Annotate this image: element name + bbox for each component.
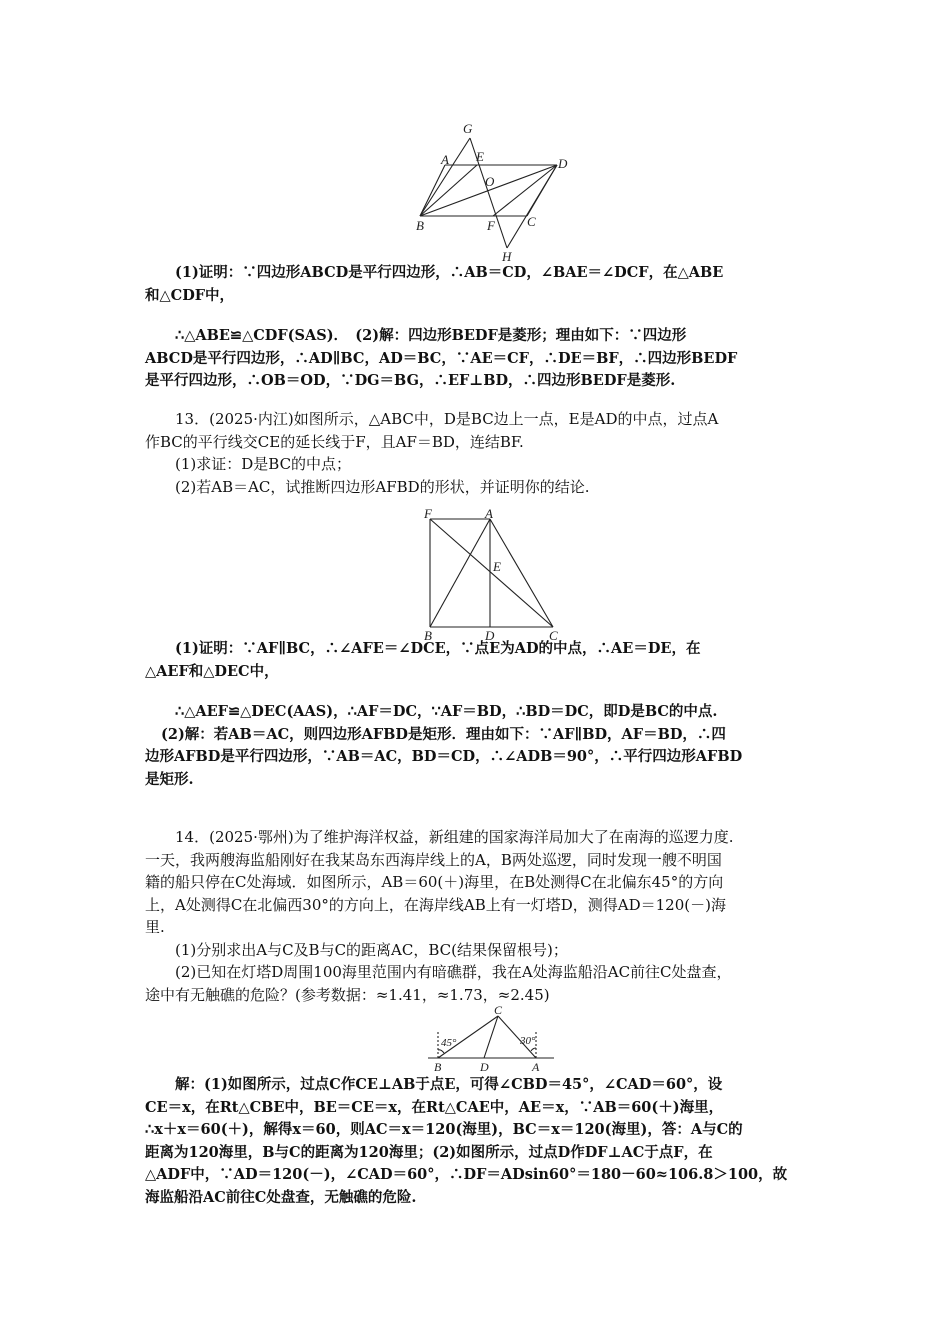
sol13-line: 边形AFBD是平行四边形，∵AB＝AC，BD＝CD，∴∠ADB＝90°，∴平行四边形AFBD <box>145 748 743 765</box>
label-b: B <box>424 628 432 643</box>
angle-arc-a <box>531 1048 536 1051</box>
q13-line: (2)若AB＝AC，试推断四边形AFBD的形状，并证明你的结论. <box>175 477 590 496</box>
label-g: G <box>463 121 473 136</box>
seg-dc <box>484 1016 498 1058</box>
sol13-line: ∴△AEF≌△DEC(AAS)，∴AF＝DC，∵AF＝BD，∴BD＝DC，即D是BC的中点. <box>175 703 718 720</box>
question-13 <box>145 408 810 498</box>
label-o: O <box>485 174 495 189</box>
label-30deg: 30° <box>520 1035 536 1047</box>
solution-13 <box>145 638 810 791</box>
q13-line: (1)求证：D是BC的中点； <box>175 455 352 473</box>
label-b: B <box>416 218 424 233</box>
label-c: C <box>549 628 558 643</box>
label-a: A <box>441 152 449 167</box>
angle-arc-b <box>438 1050 444 1053</box>
sol12-line: 是平行四边形，∴OB＝OD，∵DG＝BG，∴EF⊥BD，∴四边形BEDF是菱形. <box>145 372 676 389</box>
label-e: E <box>476 149 484 164</box>
seg-ab <box>430 519 490 627</box>
label-d: D <box>558 156 568 171</box>
sol14-line: △ADF中，∵AD＝120(－)，∠CAD＝60°，∴DF＝ADsin60°＝180－60≈106.8＞100，故 <box>145 1166 788 1183</box>
q14-line: 途中有无触礁的危险？(参考数据：≈1.41，≈1.73，≈2.45) <box>145 985 550 1004</box>
label-c: C <box>527 214 536 229</box>
figure-rectangle-afbd <box>418 505 568 645</box>
sol12-line: ABCD是平行四边形，∴AD∥BC，AD＝BC，∵AE＝CF，∴DE＝BF，∴四边形BEDF <box>145 349 738 367</box>
seg-hd <box>507 165 557 248</box>
q14-line: 14．(2025·鄂州)为了维护海洋权益，新组建的国家海洋局加大了在南海的巡逻力度. <box>175 828 734 846</box>
question-14 <box>145 826 810 1006</box>
sol13-line: (1)证明：∵AF∥BC，∴∠AFE＝∠DCE，∵点E为AD的中点，∴AE＝DE，在 <box>175 640 701 657</box>
q14-line: 里. <box>145 918 165 936</box>
sol13-line: (2)解：若AB＝AC，则四边形AFBD是矩形．理由如下：∵AF∥BD，AF＝BD，∴四 <box>161 725 726 743</box>
figure-sea-bearings <box>422 1003 562 1076</box>
seg-fc <box>430 519 553 627</box>
sol12-line: 和△CDF中， <box>145 286 235 304</box>
q13-line: 作BC的平行线交CE的延长线于F，且AF＝BD，连结BF. <box>145 432 524 451</box>
seg-bg <box>420 138 470 216</box>
label-c: C <box>494 1003 503 1017</box>
seg-fd <box>493 165 557 216</box>
q13-line: 13．(2025·内江)如图所示，△ABC中，D是BC边上一点，E是AD的中点，过点A <box>175 410 719 428</box>
sol14-line: ∴x＋x＝60(＋)，解得x＝60，则AC＝x＝120(海里)，BC＝x＝120(海里)，答：A与C的 <box>145 1121 743 1138</box>
label-a: A <box>532 1060 540 1074</box>
figure-3-svg <box>422 1003 562 1076</box>
sol13-line: △AEF和△DEC中， <box>145 662 279 680</box>
sol14-line: 海监船沿AC前往C处盘查，无触礁的危险. <box>145 1188 417 1206</box>
seg-be <box>420 165 477 216</box>
figure-2-svg <box>418 505 568 645</box>
seg-bd <box>420 165 557 216</box>
label-d: D <box>485 628 495 643</box>
q14-line: (2)已知在灯塔D周围100海里范围内有暗礁群，我在A处海监船沿AC前往C处盘查， <box>175 963 732 981</box>
sol12-line: ∴△ABE≌△CDF(SAS)． (2)解：四边形BEDF是菱形；理由如下：∵四边形 <box>175 327 687 344</box>
label-a: A <box>485 506 493 521</box>
label-b: B <box>434 1060 442 1074</box>
sol14-line: 解：(1)如图所示，过点C作CE⊥AB于点E，可得∠CBD＝45°，∠CAD＝60°，设 <box>175 1076 723 1093</box>
figure-1-svg <box>405 118 585 268</box>
q14-line: 上，A处测得C在北偏西30°的方向上，在海岸线AB上有一灯塔D，测得AD＝120(－)海 <box>145 895 726 914</box>
q14-line: 籍的船只停在C处海域．如图所示，AB＝60(＋)海里，在B处测得C在北偏东45°的方向 <box>145 873 724 891</box>
q14-line: (1)分别求出A与C及B与C的距离AC，BC(结果保留根号)； <box>175 940 568 959</box>
label-d: D <box>480 1060 489 1074</box>
q14-line: 一天，我两艘海监船刚好在我某岛东西海岸线上的A，B两处巡逻，同时发现一艘不明国 <box>145 850 722 869</box>
sol14-line: CE＝x，在Rt△CBE中，BE＝CE＝x，在Rt△CAE中，AE＝x，∵AB＝60(＋)海里， <box>145 1098 724 1116</box>
label-45deg: 45° <box>441 1037 457 1049</box>
sol14-line: 距离为120海里，B与C的距离为120海里；(2)如图所示，过点D作DF⊥AC于点F，在 <box>145 1143 713 1161</box>
label-f: F <box>424 506 432 521</box>
label-e: E <box>493 559 501 574</box>
label-h: H <box>502 249 512 264</box>
label-f: F <box>487 218 495 233</box>
solution-12 <box>145 262 810 393</box>
solution-14 <box>145 1074 810 1209</box>
figure-parallelogram-bedf <box>405 118 585 268</box>
sol12-line: (1)证明：∵四边形ABCD是平行四边形，∴AB＝CD，∠BAE＝∠DCF，在△ABE <box>175 264 724 281</box>
sol13-line: 是矩形. <box>145 770 194 788</box>
